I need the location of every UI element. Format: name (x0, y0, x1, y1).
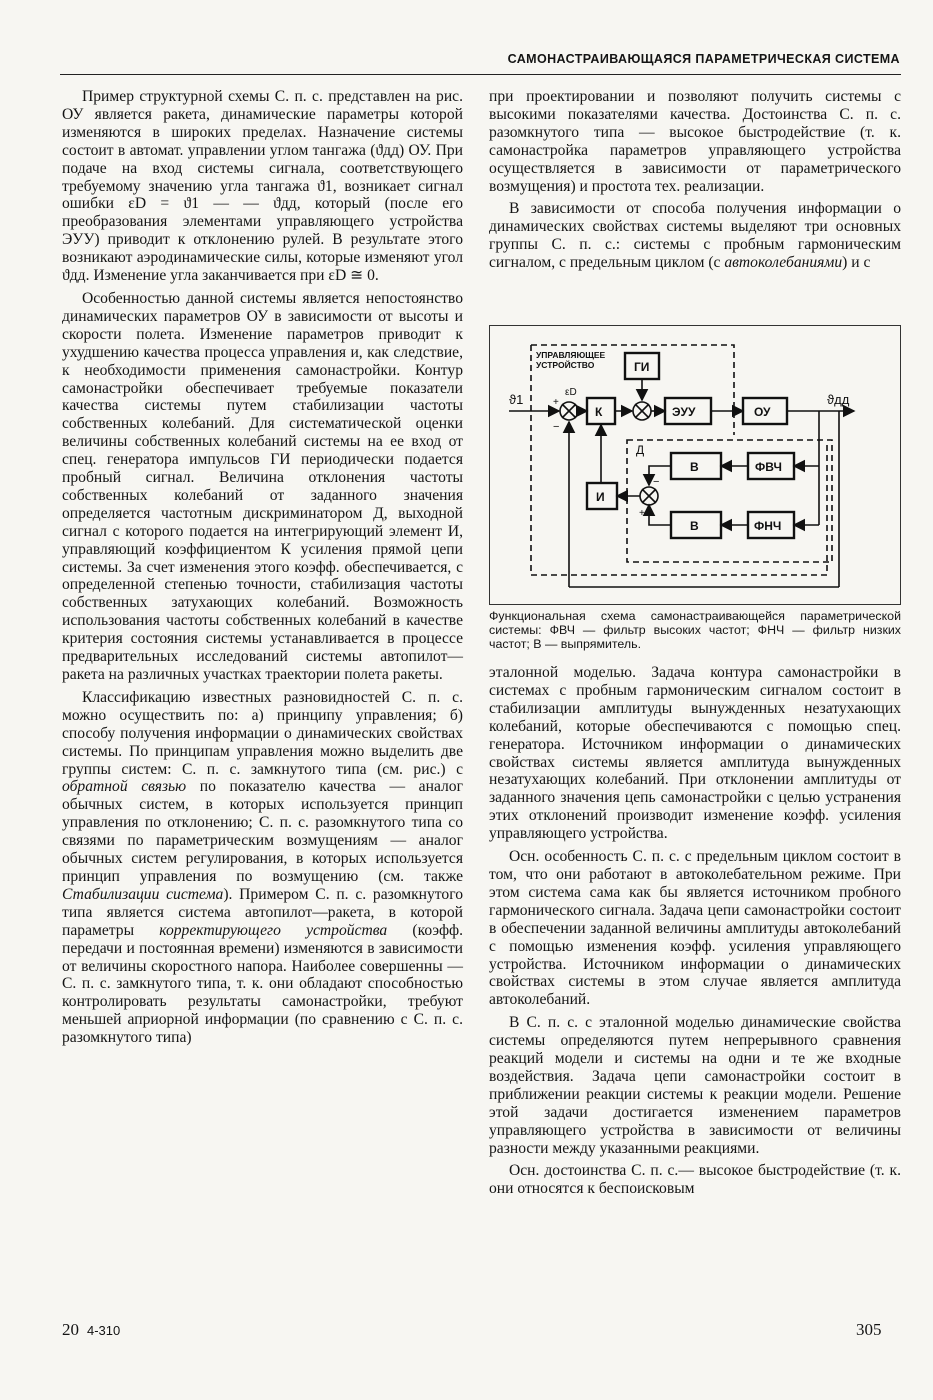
header-rule (60, 74, 901, 75)
block-fvch-label: ФВЧ (755, 460, 782, 474)
link-stabilization[interactable]: Стабилизации система (62, 885, 224, 903)
signal-input-label: ϑ1 (509, 392, 524, 407)
signal-error-label: εD (565, 387, 577, 398)
block-ou-label: ОУ (754, 405, 771, 419)
right-paragraph-2 (489, 200, 901, 272)
right-page-number: 305 (856, 1320, 882, 1339)
sign-minus-feedback: − (553, 421, 560, 433)
functional-diagram (489, 325, 901, 605)
right-paragraph-1: при проектировании и позволяют получить системы с высокими показателями качества. Достоинства С. п. с. разомкнутого типа — высокое быстродействие (т. к. самонастройка параметров управляющего устройства осуществляется в зависимости от параметрического возмущения) и простота тех. реализации. (489, 88, 901, 195)
link-feedback[interactable]: обратной связью (62, 778, 187, 796)
block-gi-label: ГИ (634, 360, 650, 374)
printer-signature: 4-310 (87, 1323, 121, 1338)
right-paragraph-4: Осн. особенность С. п. с. с предельным циклом состоит в том, что они работают в автоколебательном режиме. При этом система сама как бы является источником пробного гармонического сигнала. Задача цепи самонастройки состоит в обеспечении заданной величины амплитуды автоколебаний с помощью изменения коэфф. усиления управляющего устройства. Источником информации о динамических свойствах системы в этом случае является амплитуда автоколебаний. (489, 848, 901, 1009)
footer-left (62, 1320, 120, 1340)
text-segment: ) и с (842, 254, 871, 272)
right-paragraph-6: Осн. достоинства С. п. с.— высокое быстродействие (т. к. они относятся к беспоисковым (489, 1162, 901, 1198)
sign-plus-discriminator: + (639, 508, 645, 519)
running-title: САМОНАСТРАИВАЮЩАЯСЯ ПАРАМЕТРИЧЕСКАЯ СИСТЕМА (507, 52, 900, 66)
text-segment: по показателю качества — аналог обычных систем, в которых используется принцип управления по отклонению; С. п. с. разомкнутого типа со связями по параметрическим возмущениям — аналог обычных систем регулирования, в которых используется принцип управления по возмущению (см. также (62, 778, 463, 885)
figure-frame (489, 325, 901, 605)
left-paragraph-2: Особенностью данной системы является непостоянство динамических параметров ОУ в зависимости от высоты и скорости полета. Изменение параметров приводит к ухудшению качества процесса управления и, как следствие, к необходимости применения самонастройки. Контур самонастройки обеспечивает требуемые показатели качества системы путем стабилизации частоты собственных колебаний. Для систематической оценки величины собственных колебаний системы на ее вход от спец. генератора импульсов ГИ периодически подается пробный сигнал. Величина отклонения частоты собственных колебаний от заданного значения определяется частотным дискриминатором Д, выходной сигнал с которого подается на интегрирующий элемент И, управляющий коэффициентом К усиления прямой цепи системы. За счет изменения этого коэфф. обеспечивается, с определенной степенью точности, стабилизация частоты собственных затухающих колебаний. Возможность использования частоты собственных колебаний в качестве критерия состояния системы устанавливается в процессе предварительных исследований системы автопилот—ракета на различных участках траектории полета ракеты. (62, 289, 463, 683)
left-paragraph-1: Пример структурной схемы С. п. с. представлен на рис. ОУ является ракета, динамические параметры которой изменяются в широких пределах. Назначение системы состоит в автомат. управлении углом тангажа (ϑдд) ОУ. При подаче на вход системы сигнала, соответствующего требуемому значению угла тангажа ϑ1, возникает сигнал ошибки εD = ϑ1 — — ϑдд, который (после его преобразования элементами управляющего устройства ЭУУ) приводит к отклонению рулей. В результате этого возникают аэродинамические силы, которые изменяют угол ϑдд. Изменение угла заканчивается при εD ≅ 0. (62, 88, 463, 285)
left-page-number: 20 (62, 1320, 79, 1339)
figure-caption: Функциональная схема самонастраивающейся параметрической системы: ФВЧ — фильтр высоких частот; ФНЧ — фильтр низких частот; В — выпрямитель. (489, 609, 901, 652)
left-paragraph-3 (62, 689, 463, 1047)
block-b-bottom-label: В (690, 519, 699, 533)
block-i-label: И (596, 490, 605, 504)
signal-output-label: ϑдд (827, 392, 850, 407)
text-segment: ). Примером С. п. с. разомкнутого типа является система автопилот—ракета, в которой параметры (62, 885, 463, 939)
block-b-top-label: В (690, 460, 699, 474)
block-euu-label: ЭУУ (672, 405, 696, 419)
right-column-bottom (489, 664, 901, 1203)
right-paragraph-5: В С. п. с. с эталонной моделью динамические свойства системы определяются путем непрерывного сравнения реакций модели и системы на одни и те же входные воздействия. Задача цепи самонастройки состоит в приближении реакции системы к реакции модели. Решение этой задачи достигается изменением параметров управляющего устройства в зависимости от величины разности между указанными реакциями. (489, 1014, 901, 1157)
link-correcting-device[interactable]: корректирующего устройства (159, 921, 388, 939)
text-segment: Классификацию известных разновидностей С. п. с. можно осуществить по: а) принципу управления; б) способу получения информации о динамических свойствах системы. По принципам управления можно выделить две группы систем: С. п. с. замкнутого типа (см. рис.) с (62, 688, 463, 778)
link-self-oscillations[interactable]: автоколебаниями (724, 254, 843, 272)
label-discriminator: Д (636, 443, 645, 457)
sign-plus-input: + (553, 397, 559, 408)
right-paragraph-3: эталонной моделью. Задача контура самонастройки в системах с пробным гармоническим сигналом состоит в стабилизации амплитуды вынужденных незатухающих колебаний, которые обеспечиваются с помощью спец. генератора. Источником информации о динамических свойствах системы является амплитуда вынужденных незатухающих колебаний. При отклонении амплитуды от заданного значения цепь самонастройки с целью устранения этих отклонений производит изменение коэфф. усиления управляющего устройства. (489, 664, 901, 843)
text-segment: В зависимости от способа получения информации о динамических свойствах системы выделяют три основных группы С. п. с.: системы с пробным гармоническим сигналом, с предельным циклом (с (489, 200, 901, 272)
text-segment: (коэфф. передачи и постоянная времени) изменяются в зависимости от величины скоростного напора. Наиболее совершенны — С. п. с. замкнутого типа, т. к. они обладают способностью контролировать результаты самонастройки, требуют меньшей априорной информации (по сравнению с С. п. с. разомкнутого типа) (62, 921, 463, 1047)
right-column-top (489, 88, 901, 277)
sign-minus-discriminator: − (653, 476, 660, 488)
label-control-device-1: УПРАВЛЯЮЩЕЕ (536, 350, 606, 360)
label-control-device-2: УСТРОЙСТВО (536, 360, 595, 370)
block-k-label: К (595, 405, 603, 419)
block-fnch-label: ФНЧ (754, 519, 782, 533)
left-column (62, 88, 463, 1052)
